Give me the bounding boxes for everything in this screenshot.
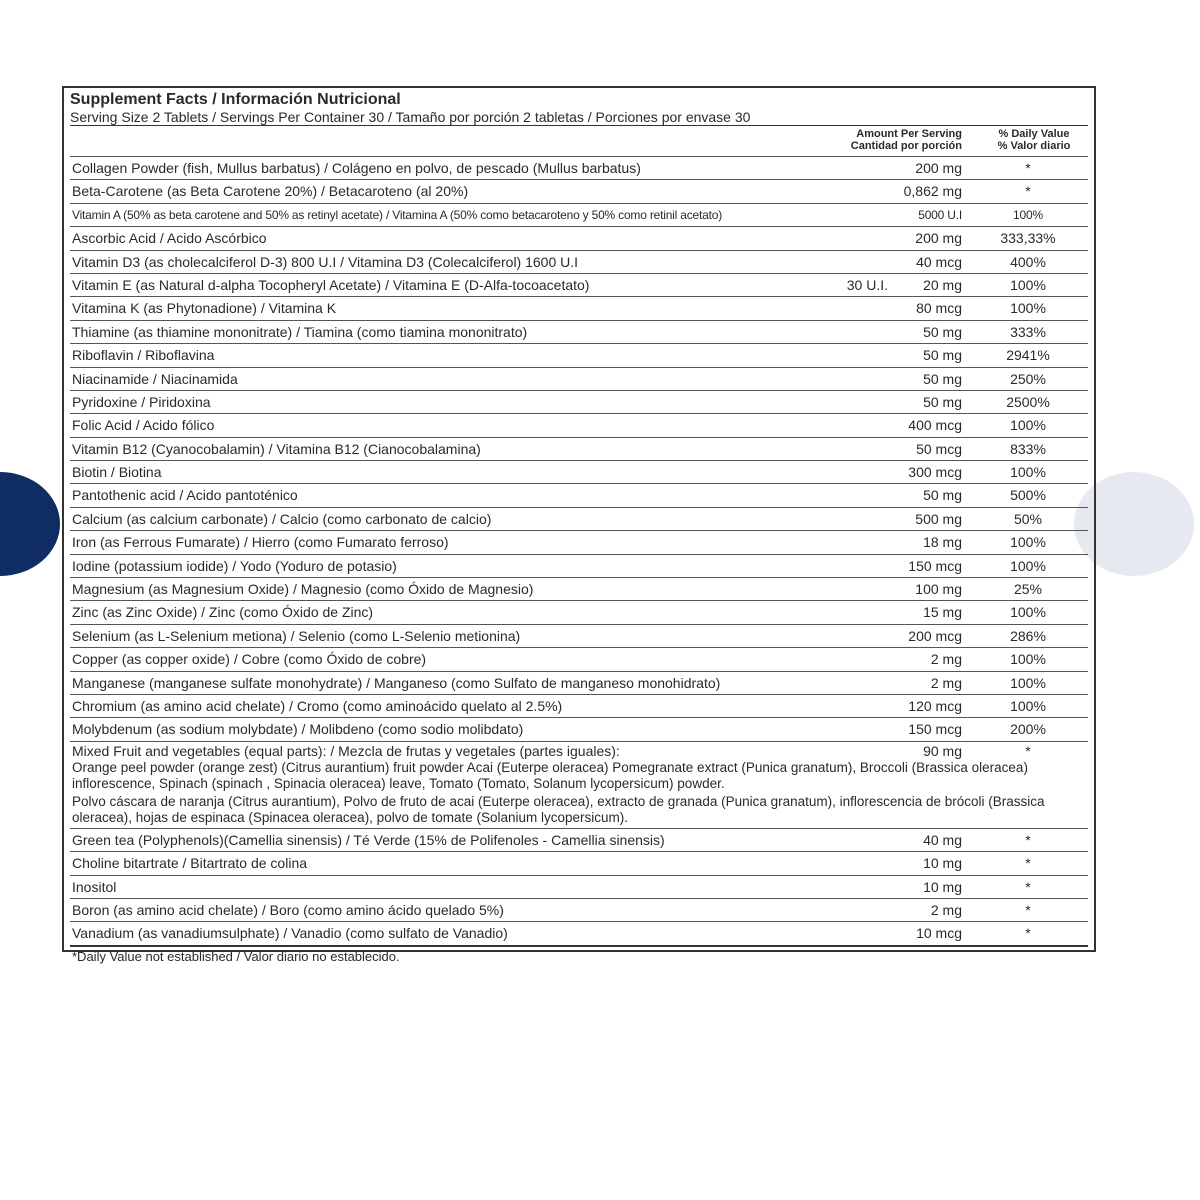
nutrient-daily-value: 400% <box>1010 253 1046 270</box>
nutrient-daily-value: 25% <box>1013 581 1043 598</box>
nutrient-row <box>70 226 1088 249</box>
nutrient-amount: 40 mg <box>923 831 962 848</box>
nutrient-row <box>70 554 1088 577</box>
nutrient-name: Thiamine (as thiamine mononitrate) / Tiamina (como tiamina mononitrato) <box>72 323 528 340</box>
nutrient-row <box>70 156 1088 179</box>
nutrient-row <box>70 717 1088 740</box>
nutrient-row <box>70 671 1088 694</box>
nutrient-amount: 50 mg <box>923 370 962 387</box>
nutrient-name: Niacinamide / Niacinamida <box>72 370 238 387</box>
nutrient-daily-value: 100% <box>1010 651 1046 668</box>
nutrient-name: Chromium (as amino acid chelate) / Cromo (como aminoácido quelato al 2.5%) <box>72 697 563 714</box>
nutrient-daily-value: 333% <box>1010 323 1046 340</box>
nutrient-daily-value: 100% <box>1010 604 1046 621</box>
nutrient-name: Vitamina K (as Phytonadione) / Vitamina K <box>72 300 337 317</box>
nutrient-name: Iron (as Ferrous Fumarate) / Hierro (como Fumarato ferroso) <box>72 534 449 551</box>
nutrient-daily-value: * <box>1025 878 1031 895</box>
nutrient-row <box>70 273 1088 296</box>
footnote: *Daily Value not established / Valor diario no establecido. <box>70 945 1088 967</box>
nutrient-daily-value: 100% <box>1010 300 1046 317</box>
nutrient-name: Beta-Carotene (as Beta Carotene 20%) / Betacaroteno (al 20%) <box>72 183 469 200</box>
nutrient-row <box>70 296 1088 319</box>
nutrient-row <box>70 507 1088 530</box>
nutrient-name: Selenium (as L-Selenium metiona) / Selenio (como L-Selenio metionina) <box>72 627 521 644</box>
mixed-description-es: Polvo cáscara de naranja (Citrus aurantium), Polvo de fruto de acai (Euterpe oleracea), extracto de granada (Punica granatum), inflorescencia de brócoli (Brassica oleracea), hojas de espinaca (Spinacea oleracea), polvo de tomate (Solanium lycopersicum). <box>72 793 1045 825</box>
nutrient-amount: 200 mg <box>915 160 962 176</box>
nutrient-amount: 50 mcg <box>916 440 962 457</box>
nutrient-amount: 40 mcg <box>916 253 962 270</box>
nutrient-daily-value: 2500% <box>1006 393 1050 410</box>
nutrient-amount: 200 mg <box>915 230 962 247</box>
nutrient-name: Manganese (manganese sulfate monohydrate) / Manganeso (como Sulfato de manganeso monohidrato) <box>72 674 721 691</box>
nutrient-amount: 50 mg <box>923 487 962 504</box>
nutrient-amount: 10 mg <box>923 855 962 872</box>
nutrient-daily-value: 500% <box>1010 487 1046 504</box>
nutrient-amount: 2 mg <box>930 901 962 918</box>
nutrient-amount: 300 mcg <box>908 464 962 481</box>
nutrient-daily-value: * <box>1025 901 1031 918</box>
nutrient-row <box>70 250 1088 273</box>
nutrient-name: Magnesium (as Magnesium Oxide) / Magnesio (como Óxido de Magnesio) <box>72 581 534 598</box>
nutrient-amount: 150 mcg <box>908 721 962 738</box>
nutrient-amount: 10 mcg <box>916 925 962 942</box>
nutrient-name: Green tea (Polyphenols)(Camellia sinensis) / Té Verde (15% de Polifenoles - Camellia sinensis) <box>72 831 665 848</box>
nutrient-name: Choline bitartrate / Bitartrato de colina <box>72 855 308 872</box>
nutrient-row <box>70 694 1088 717</box>
nutrient-name: Pantothenic acid / Acido pantoténico <box>72 487 298 504</box>
nutrient-row <box>70 851 1088 874</box>
nutrient-daily-value: 100% <box>1010 276 1046 293</box>
nutrient-row <box>70 921 1088 944</box>
nutrient-name: Boron (as amino acid chelate) / Boro (como amino ácido quelado 5%) <box>72 901 504 918</box>
supplement-facts-label <box>62 86 1096 964</box>
nutrient-row <box>70 647 1088 670</box>
nutrient-row <box>70 179 1088 202</box>
nutrient-row <box>70 483 1088 506</box>
nutrient-row <box>70 624 1088 647</box>
nutrient-amount: 80 mcg <box>916 300 962 317</box>
nutrient-daily-value: * <box>1025 742 1031 759</box>
nutrient-amount: 18 mg <box>923 534 962 551</box>
nutrient-row <box>70 828 1088 851</box>
nutrient-amount: 5000 U.I <box>918 207 962 222</box>
nutrient-name: Folic Acid / Acido fólico <box>72 417 215 434</box>
nutrient-name: Calcium (as calcium carbonate) / Calcio (como carbonato de calcio) <box>72 510 492 527</box>
serving-info: Serving Size 2 Tablets / Servings Per Container 30 / Tamaño por porción 2 tabletas / Porciones por envase 30 <box>70 109 751 125</box>
nutrient-amount: 50 mg <box>923 347 962 364</box>
nutrient-amount: 20 mg <box>923 276 962 293</box>
nutrient-amount: 150 mcg <box>908 557 962 574</box>
nutrient-name: Zinc (as Zinc Oxide) / Zinc (como Óxido de Zinc) <box>72 604 374 621</box>
nutrient-daily-value: * <box>1025 925 1031 942</box>
nutrient-name: Collagen Powder (fish, Mullus barbatus) / Colágeno en polvo, de pescado (Mullus barbatus) <box>72 160 641 176</box>
nutrient-amount: 120 mcg <box>908 697 962 714</box>
mixed-fruit-row <box>70 741 1088 828</box>
nutrient-daily-value: 833% <box>1010 440 1046 457</box>
nutrient-row <box>70 875 1088 898</box>
nutrient-amount: 10 mg <box>923 878 962 895</box>
nutrient-amount: 0,862 mg <box>903 183 962 200</box>
nutrient-row <box>70 460 1088 483</box>
nutrient-row <box>70 320 1088 343</box>
nutrient-daily-value: * <box>1025 160 1031 176</box>
amount-header: Amount Per Serving Cantidad por porción <box>850 128 962 152</box>
nutrient-row <box>70 898 1088 921</box>
nutrient-daily-value: 100% <box>1010 464 1046 481</box>
nutrient-row <box>70 413 1088 436</box>
nutrient-row <box>70 437 1088 460</box>
nutrient-name: Mixed Fruit and vegetables (equal parts): / Mezcla de frutas y vegetales (partes iguales): <box>72 742 620 759</box>
nutrient-name: Molybdenum (as sodium molybdate) / Molibdeno (como sodio molibdato) <box>72 721 524 738</box>
nutrient-daily-value: 286% <box>1010 627 1046 644</box>
nutrient-amount: 2 mg <box>930 674 962 691</box>
nutrient-daily-value: 200% <box>1010 721 1046 738</box>
nutrient-row <box>70 367 1088 390</box>
nutrient-daily-value: 100% <box>1010 534 1046 551</box>
nutrient-row <box>70 600 1088 623</box>
nutrient-row <box>70 203 1088 226</box>
nutrient-daily-value: 100% <box>1010 697 1046 714</box>
nutrient-name: Biotin / Biotina <box>72 464 162 481</box>
nutrient-name: Pyridoxine / Piridoxina <box>72 393 211 410</box>
nutrient-name: Vitamin A (50% as beta carotene and 50% as retinyl acetate) / Vitamina A (50% como betacaroteno y 50% como retinil acetato) <box>72 207 723 222</box>
nutrient-row <box>70 577 1088 600</box>
nutrient-daily-value: 50% <box>1013 510 1043 527</box>
nutrient-amount: 2 mg <box>930 651 962 668</box>
column-header <box>70 126 1088 156</box>
nutrient-daily-value: 100% <box>1010 557 1046 574</box>
nutrient-name: Ascorbic Acid / Acido Ascórbico <box>72 230 267 247</box>
nutrient-row <box>70 530 1088 553</box>
nutrient-name: Inositol <box>72 878 117 895</box>
nutrient-row <box>70 390 1088 413</box>
label-title: Supplement Facts / Información Nutricional <box>70 91 401 108</box>
nutrient-amount: 15 mg <box>923 604 962 621</box>
daily-value-header: % Daily Value % Valor diario <box>997 128 1071 152</box>
mixed-description-en: Orange peel powder (orange zest) (Citrus aurantium) fruit powder Acai (Euterpe oleracea) Pomegranate extract (Punica granatum), Broccoli (Brassica oleracea) inflorescence, Spinach (spinach , Spinacia oleracea) leave, Tomato (Tomato, Solanum lycopersicum) powder. <box>72 759 1028 791</box>
nutrient-name: Vitamin B12 (Cyanocobalamin) / Vitamina B12 (Cianocobalamina) <box>72 440 481 457</box>
nutrient-name: Vanadium (as vanadiumsulphate) / Vanadio (como sulfato de Vanadio) <box>72 925 508 942</box>
nutrient-daily-value: 100% <box>1010 417 1046 434</box>
nutrient-amount: 50 mg <box>923 393 962 410</box>
nutrient-name: Vitamin E (as Natural d-alpha Tocopheryl Acetate) / Vitamina E (D-Alfa-tocoacetato) <box>72 276 590 293</box>
nutrient-row <box>70 343 1088 366</box>
nutrient-daily-value: 100% <box>1013 207 1043 222</box>
nutrient-daily-value: * <box>1025 183 1031 200</box>
nutrient-name: Iodine (potassium iodide) / Yodo (Yoduro de potasio) <box>72 557 397 574</box>
nutrient-daily-value: 100% <box>1010 674 1046 691</box>
nutrient-daily-value: * <box>1025 831 1031 848</box>
nutrient-daily-value: * <box>1025 855 1031 872</box>
carousel-prev-button[interactable] <box>0 472 60 576</box>
nutrient-daily-value: 2941% <box>1006 347 1050 364</box>
nutrient-daily-value: 333,33% <box>1000 230 1056 247</box>
nutrient-name: Copper (as copper oxide) / Cobre (como Óxido de cobre) <box>72 651 427 668</box>
nutrient-extra: 30 U.I. <box>846 276 888 293</box>
nutrient-amount: 90 mg <box>923 742 962 759</box>
nutrient-daily-value: 250% <box>1010 370 1046 387</box>
nutrient-amount: 400 mcg <box>908 417 962 434</box>
nutrient-amount: 100 mg <box>915 581 962 598</box>
nutrient-amount: 200 mcg <box>908 627 962 644</box>
nutrient-name: Vitamin D3 (as cholecalciferol D-3) 800 U.I / Vitamina D3 (Colecalciferol) 1600 U.I <box>72 253 579 270</box>
nutrient-amount: 50 mg <box>923 323 962 340</box>
nutrient-amount: 500 mg <box>915 510 962 527</box>
nutrient-name: Riboflavin / Riboflavina <box>72 347 215 364</box>
